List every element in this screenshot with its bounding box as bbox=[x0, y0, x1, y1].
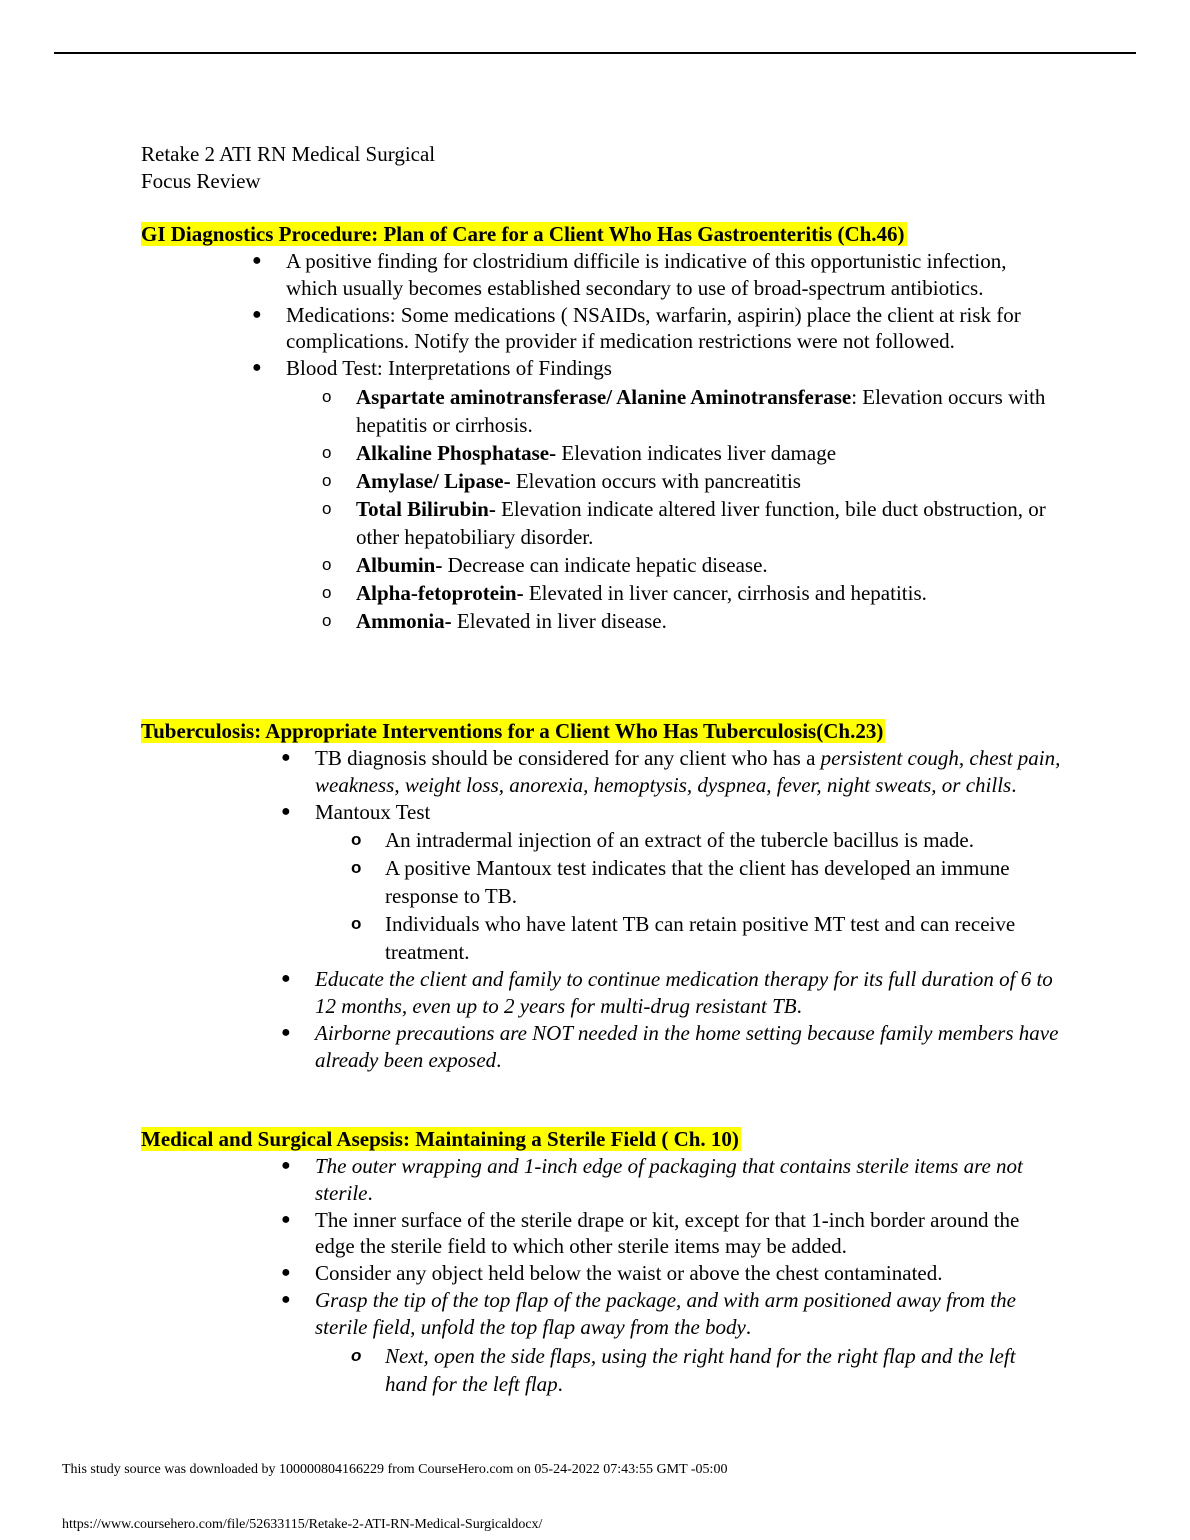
bullet-icon: ● bbox=[252, 305, 262, 323]
list-item: o Next, open the side flaps, using the right hand for the right flap and the left hand for the left flap. bbox=[351, 1343, 1016, 1396]
circle-bullet-icon: o bbox=[351, 858, 362, 878]
section-heading: GI Diagnostics Procedure: Plan of Care for a Client Who Has Gastroenteritis (Ch.46) bbox=[141, 222, 905, 246]
circle-bullet-icon: o bbox=[322, 470, 332, 490]
circle-bullet-icon: o bbox=[322, 498, 332, 518]
circle-bullet-icon: o bbox=[322, 442, 332, 462]
list-item: o An intradermal injection of an extract of the tubercle bacillus is made. bbox=[351, 828, 974, 853]
bullet-list bbox=[141, 966, 1061, 1073]
bullet-icon: ● bbox=[281, 749, 291, 766]
section-sterile-field bbox=[141, 1126, 1061, 1398]
bullet-list bbox=[141, 745, 1061, 825]
list-item: ● Grasp the tip of the top flap of the package, and with arm positioned away from the sterile field, unfold the top flap away from the body. bbox=[281, 1287, 1016, 1339]
footer-download-notice: This study source was downloaded by 100000804166229 from CourseHero.com on 05-24-2022 07:43:55 GMT -05:00 bbox=[62, 1462, 728, 1477]
list-item: ● Blood Test: Interpretations of Findings bbox=[252, 356, 612, 381]
bullet-icon: ● bbox=[281, 1290, 291, 1308]
document-title bbox=[141, 141, 435, 195]
circle-bullet-icon: o bbox=[322, 386, 332, 406]
list-item: o Alpha-fetoprotein- Elevated in liver cancer, cirrhosis and hepatitis. bbox=[322, 580, 927, 605]
bullet-icon: ● bbox=[281, 970, 291, 988]
bullet-list bbox=[141, 1153, 1061, 1341]
list-item: ● TB diagnosis should be considered for any client who has a persistent cough, chest pain, weakness, weight loss, anorexia, hemoptysis, dyspnea, fever, night sweats, or chills. bbox=[281, 746, 1061, 797]
section-heading: Medical and Surgical Asepsis: Maintaining a Sterile Field ( Ch. 10) bbox=[141, 1127, 739, 1151]
bullet-icon: ● bbox=[281, 1264, 291, 1282]
circle-bullet-icon: o bbox=[351, 830, 362, 850]
sub-list bbox=[141, 826, 1061, 966]
list-item: o Alkaline Phosphatase- Elevation indicates liver damage bbox=[322, 440, 837, 465]
list-item: ● The inner surface of the sterile drape or kit, except for that 1-inch border around the edge the sterile field to which other sterile items may be added. bbox=[281, 1207, 1020, 1259]
section-gi-diagnostics bbox=[141, 221, 1061, 635]
list-item: ● A positive finding for clostridium difficile is indicative of this opportunistic infection, which usually becomes established secondary to use of broad-spectrum antibiotics. bbox=[252, 249, 1007, 300]
list-item: ● Mantoux Test bbox=[281, 799, 431, 824]
list-item: ● Educate the client and family to continue medication therapy for its full duration of 6 to 12 months, even up to 2 years for multi-drug resistant TB. bbox=[281, 967, 1053, 1019]
list-item: ● Airborne precautions are NOT needed in the home setting because family members have already been exposed. bbox=[281, 1020, 1059, 1072]
list-item: o A positive Mantoux test indicates that the client has developed an immune response to TB. bbox=[351, 856, 1010, 909]
bullet-list bbox=[141, 248, 1061, 382]
list-item: ● The outer wrapping and 1-inch edge of packaging that contains sterile items are not sterile. bbox=[281, 1154, 1023, 1205]
sub-list bbox=[141, 1342, 1061, 1398]
bullet-icon: ● bbox=[281, 1157, 291, 1174]
circle-bullet-icon: o bbox=[351, 914, 362, 934]
title-line-1: Retake 2 ATI RN Medical Surgical bbox=[141, 142, 436, 166]
circle-bullet-icon: o bbox=[322, 554, 332, 574]
circle-bullet-icon: o bbox=[351, 1345, 362, 1365]
footer-source-url: https://www.coursehero.com/file/52633115/Retake-2-ATI-RN-Medical-Surgicaldocx/ bbox=[62, 1517, 543, 1532]
title-line-2: Focus Review bbox=[141, 169, 261, 193]
list-item: o Aspartate aminotransferase/ Alanine Aminotransferase: Elevation occurs with hepatitis or cirrhosis. bbox=[322, 384, 1046, 437]
circle-bullet-icon: o bbox=[322, 582, 332, 602]
list-item: ● Consider any object held below the waist or above the chest contaminated. bbox=[281, 1261, 943, 1286]
list-item: o Individuals who have latent TB can retain positive MT test and can receive treatment. bbox=[351, 912, 1016, 965]
bullet-icon: ● bbox=[252, 252, 262, 269]
list-item: ● Medications: Some medications ( NSAIDs, warfarin, aspirin) place the client at risk for complications. Notify the provider if medication restrictions were not followed. bbox=[252, 302, 1021, 354]
list-item: o Amylase/ Lipase- Elevation occurs with pancreatitis bbox=[322, 468, 801, 493]
bullet-icon: ● bbox=[281, 1210, 291, 1228]
bullet-icon: ● bbox=[252, 359, 262, 377]
bullet-icon: ● bbox=[281, 1023, 291, 1041]
circle-bullet-icon: o bbox=[322, 610, 332, 630]
section-heading: Tuberculosis: Appropriate Interventions for a Client Who Has Tuberculosis(Ch.23) bbox=[141, 719, 884, 743]
list-item: o Albumin- Decrease can indicate hepatic disease. bbox=[322, 552, 768, 577]
bullet-icon: ● bbox=[281, 802, 291, 820]
section-tuberculosis bbox=[141, 718, 1061, 1074]
top-rule bbox=[54, 52, 1136, 54]
list-item: o Ammonia- Elevated in liver disease. bbox=[322, 608, 667, 633]
list-item: o Total Bilirubin- Elevation indicate altered liver function, bile duct obstruction, or other hepatobiliary disorder. bbox=[322, 496, 1046, 549]
sub-list bbox=[141, 383, 1061, 635]
